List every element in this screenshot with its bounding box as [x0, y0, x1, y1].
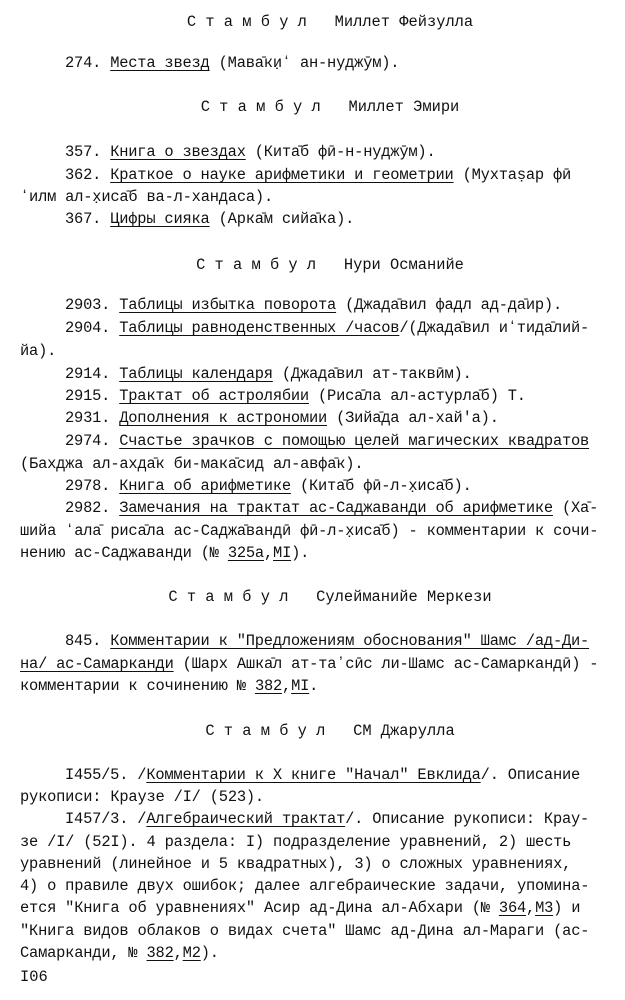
text-segment: (Риса̄ла ал-астурла̄б) Т.	[308, 387, 526, 405]
text-segment: 274.	[65, 54, 111, 72]
underlined-title: 325а	[227, 544, 264, 562]
text-segment: ,	[526, 899, 536, 917]
underlined-title: М2	[182, 944, 201, 962]
text-line	[20, 454, 363, 474]
text-line	[65, 408, 499, 428]
text-segment: "Книга видов облаков о видах счета" Шамс ад-Дина ал-Мараги (ас-	[20, 922, 590, 940]
text-segment: ʻилм ал-х̣иса̄б ва-л-хандаса).	[20, 188, 274, 206]
underlined-title: Комментарии к X книге "Начал" Евклида	[146, 766, 481, 784]
text-line	[65, 498, 598, 518]
underlined-title: Таблицы равноденственных /часов	[119, 319, 400, 337]
text-segment: (Мава̄ки̣ʻ ан-нуджӯм).	[209, 54, 400, 72]
page-number: I06	[20, 968, 48, 986]
text-line	[20, 521, 598, 541]
text-segment: 2978.	[65, 477, 120, 495]
text-line	[20, 543, 309, 563]
text-line	[20, 943, 219, 963]
text-line	[65, 364, 472, 384]
section-heading: С т а м б у л СМ Джарулла	[205, 722, 455, 740]
text-segment: 2903.	[65, 296, 120, 314]
text-segment: комментарии к сочинению №	[20, 677, 255, 695]
underlined-title: Краткое о науке арифметики и геометрии	[110, 166, 454, 184]
text-line	[20, 787, 264, 807]
text-segment: (Арка̄м сийа̄ка).	[209, 210, 355, 228]
text-line	[20, 832, 571, 852]
text-segment: .	[309, 677, 319, 695]
text-segment: (Джада̄вил ат-таквӣм).	[272, 365, 472, 383]
text-line	[65, 53, 399, 73]
text-segment: 367.	[65, 210, 111, 228]
underlined-title: МI	[273, 544, 292, 562]
text-segment: зе /I/ (52I). 4 раздела: I) подразделение уравнений, 2) шесть	[20, 833, 572, 851]
underlined-title: на/ ас-Самарканди	[20, 655, 174, 673]
underlined-title: 382	[146, 944, 174, 962]
text-line	[65, 631, 589, 651]
text-segment: ).	[200, 944, 219, 962]
section-heading: С т а м б у л Миллет Фейзулла	[186, 13, 474, 31]
underlined-title: Места звезд	[110, 54, 210, 72]
text-segment: ).	[291, 544, 310, 562]
text-line	[65, 295, 562, 315]
text-line	[20, 898, 580, 918]
text-segment: 2931.	[65, 409, 120, 427]
text-segment: (Ха̄-	[552, 499, 599, 517]
text-line	[65, 431, 589, 451]
text-segment: ,	[173, 944, 183, 962]
text-segment: 2982.	[65, 499, 120, 517]
text-segment: нению ас-Саджаванди (№	[20, 544, 228, 562]
underlined-title: 364	[498, 899, 527, 917]
text-segment: /. Описание рукописи: Крау-	[345, 810, 590, 828]
text-segment: йа).	[20, 342, 57, 360]
text-segment: 2904.	[65, 319, 120, 337]
text-segment: 2914.	[65, 365, 120, 383]
text-segment: (Мухтаṣар фӣ	[453, 166, 572, 184]
text-line	[65, 142, 436, 162]
underlined-title: М3	[535, 899, 554, 917]
text-segment: I455/5. /	[65, 766, 147, 784]
text-segment: /(Джада̄вил иʻтида̄лий-	[399, 319, 590, 337]
text-segment: ,	[282, 677, 292, 695]
text-segment: (Бахджа ал-ахда̄к би-мака̄сид ал-авфа̄к).	[20, 455, 364, 473]
section-heading: С т а м б у л Миллет Эмири	[200, 98, 460, 116]
text-line	[20, 876, 589, 896]
text-line	[65, 318, 589, 338]
text-segment: рукописи: Краузе /I/ (523).	[20, 788, 264, 806]
underlined-title: Счастье зрачков с помощью целей магических квадратов	[119, 432, 590, 450]
text-line	[20, 854, 571, 874]
text-segment: 845.	[65, 632, 111, 650]
underlined-title: МI	[291, 677, 310, 695]
underlined-title: Цифры сияка	[110, 210, 210, 228]
underlined-title: Таблицы календаря	[119, 365, 273, 383]
underlined-title: Книга о звездах	[110, 143, 246, 161]
underlined-title: Комментарии к "Предложениям обоснования" Шамс /ад-Ди-	[110, 632, 590, 650]
text-segment: 4) о правиле двух ошибок; далее алгебраические задачи, упомина-	[20, 877, 590, 895]
text-line	[65, 476, 472, 496]
text-segment: 362.	[65, 166, 111, 184]
text-segment: (Зийа̄да ал-хай'а).	[327, 409, 499, 427]
text-segment: ется "Книга об уравнениях" Асир ад-Дина ал-Абхари (№	[20, 899, 499, 917]
text-segment: /. Описание	[480, 766, 581, 784]
text-segment: Самарканди, №	[20, 944, 147, 962]
text-line	[65, 765, 580, 785]
text-segment: ,	[263, 544, 274, 562]
text-segment: I457/3. /	[65, 810, 147, 828]
text-segment: (Кита̄б фӣ-н-нуджӯм).	[245, 143, 436, 161]
text-segment: уравнений (линейное и 5 квадратных), 3) о сложных уравнениях,	[20, 855, 572, 873]
underlined-title: Замечания на трактат ас-Саджаванди об арифметике	[119, 499, 553, 517]
text-segment: (Джада̄вил фадл ад-да̄ир).	[336, 296, 562, 314]
section-heading: С т а м б у л Нури Османийе	[196, 256, 464, 274]
text-segment: шийа ʻала̄ риса̄ла ас-Саджа̄вандӣ фӣ-л-х̣иса̄б) - комментарии к сочи-	[20, 522, 599, 540]
text-segment: 2974.	[65, 432, 120, 450]
text-line	[65, 386, 526, 406]
underlined-title: Дополнения к астрономии	[119, 409, 328, 427]
text-line	[65, 209, 354, 229]
underlined-title: Трактат об астролябии	[119, 387, 309, 405]
text-segment: (Кита̄б фӣ-л-х̣иса̄б).	[290, 477, 472, 495]
section-heading: С т а м б у л Сулейманийе Меркези	[168, 588, 492, 606]
text-segment: ) и	[553, 899, 581, 917]
text-line	[65, 809, 589, 829]
text-segment: 357.	[65, 143, 111, 161]
underlined-title: Книга об арифметике	[119, 477, 291, 495]
underlined-title: Таблицы избытка поворота	[119, 296, 337, 314]
text-line	[20, 187, 273, 207]
text-line	[65, 165, 571, 185]
text-line	[20, 341, 56, 361]
text-line	[20, 676, 318, 696]
text-segment: 2915.	[65, 387, 120, 405]
underlined-title: 382	[254, 677, 283, 695]
underlined-title: Алгебраический трактат	[146, 810, 346, 828]
text-segment: (Шарх Ашка̄л ат-таʼсӣс ли-Шамс ас-Самаркандӣ) -	[173, 655, 599, 673]
text-line	[20, 654, 598, 674]
text-line	[20, 921, 589, 941]
